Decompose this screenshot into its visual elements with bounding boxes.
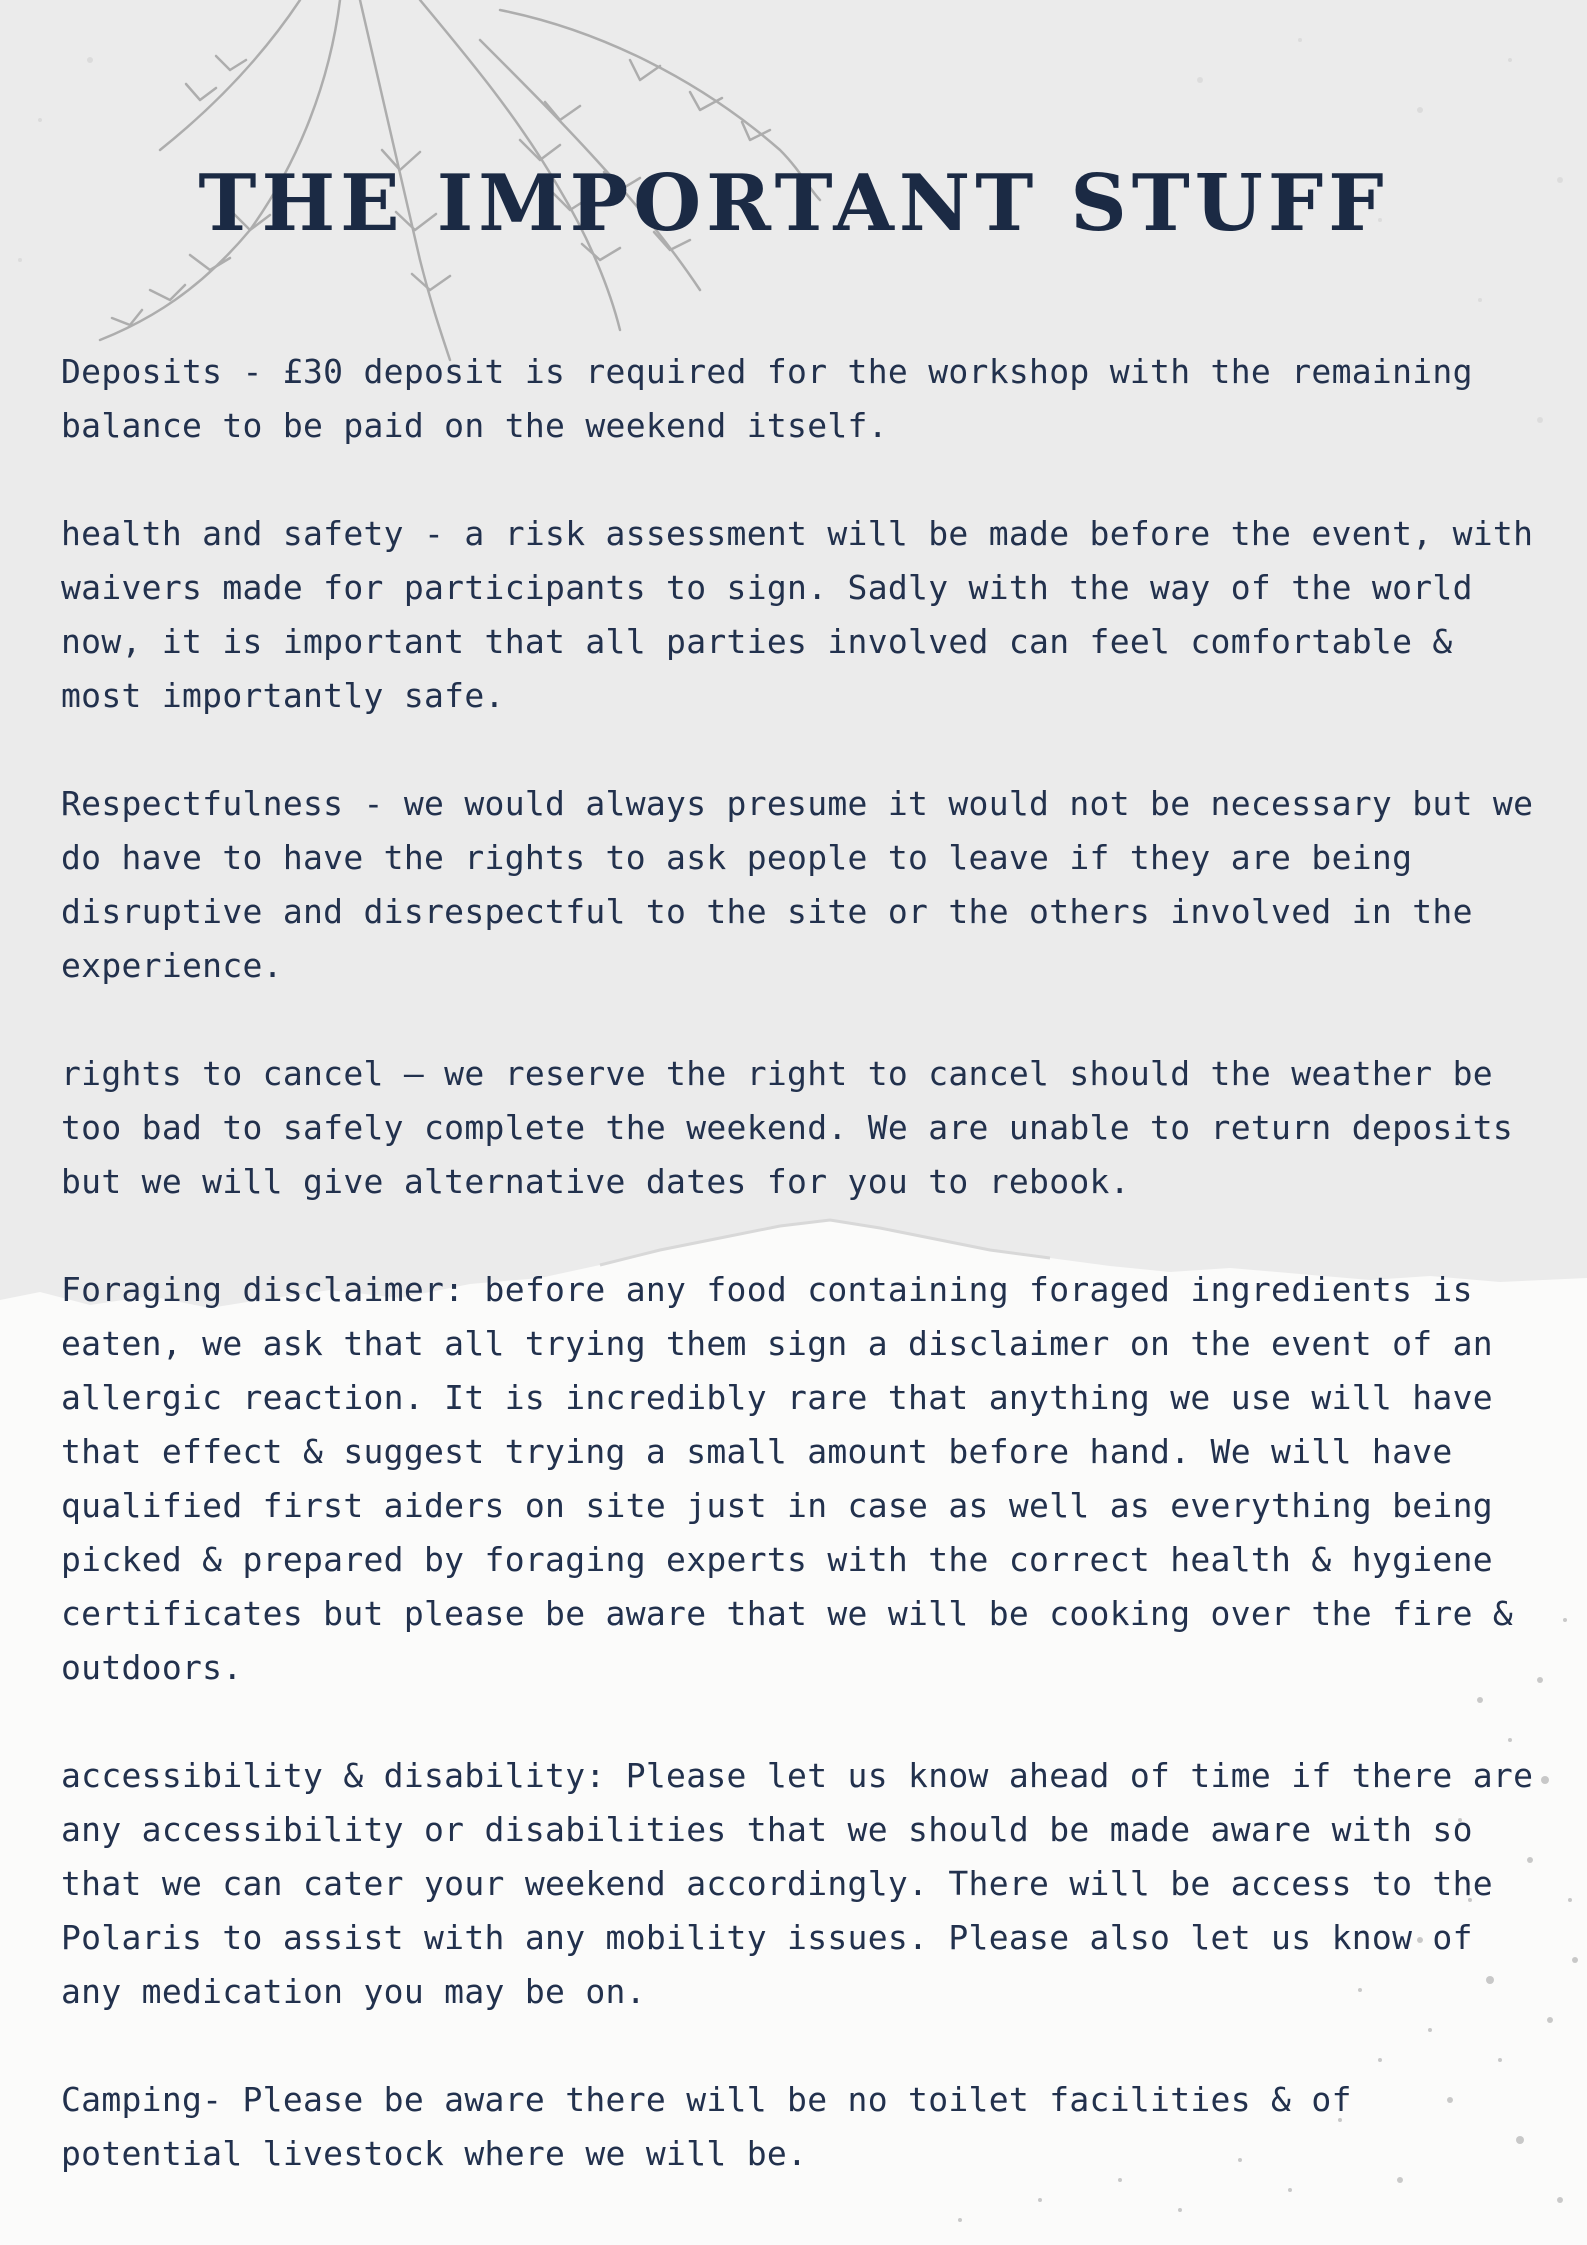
paragraph-respectfulness: Respectfulness - we would always presume it would not be necessary but we do have to have the rights to ask people to leave if they are being disruptive and disrespectful to the site or the others involved in the experience. xyxy=(61,784,1534,985)
paragraph-deposits: Deposits - £30 deposit is required for the workshop with the remaining balance to be paid on the weekend itself. xyxy=(61,352,1473,445)
paragraph-accessibility: accessibility & disability: Please let us know ahead of time if there are any accessibility or disabilities that we should be made aware with so that we can cater your weekend accordingly. There will be access to the Polaris to assist with any mobility issues. Please also let us know of any medication you may be on. xyxy=(61,1756,1534,2011)
terms-body xyxy=(61,345,1541,2235)
paragraph-health-and-safety: health and safety - a risk assessment will be made before the event, with waivers made for participants to sign. Sadly with the way of the world now, it is important that all parties involved can feel comfortable & most importantly safe. xyxy=(61,514,1534,715)
paragraph-rights-to-cancel: rights to cancel – we reserve the right to cancel should the weather be too bad to safely complete the weekend. We are unable to return deposits but we will give alternative dates for you to rebook. xyxy=(61,1054,1514,1201)
page-title: THE IMPORTANT STUFF xyxy=(198,158,1389,249)
paragraph-camping: Camping- Please be aware there will be no toilet facilities & of potential livestock where we will be. xyxy=(61,2080,1352,2173)
paragraph-foraging-disclaimer: Foraging disclaimer: before any food containing foraged ingredients is eaten, we ask that all trying them sign a disclaimer on the event of an allergic reaction. It is incredibly rare that anything we use will have that effect & suggest trying a small amount before hand. We will have qualified first aiders on site just in case as well as everything being picked & prepared by foraging experts with the correct health & hygiene certificates but please be aware that we will be cooking over the fire & outdoors. xyxy=(61,1270,1514,1687)
